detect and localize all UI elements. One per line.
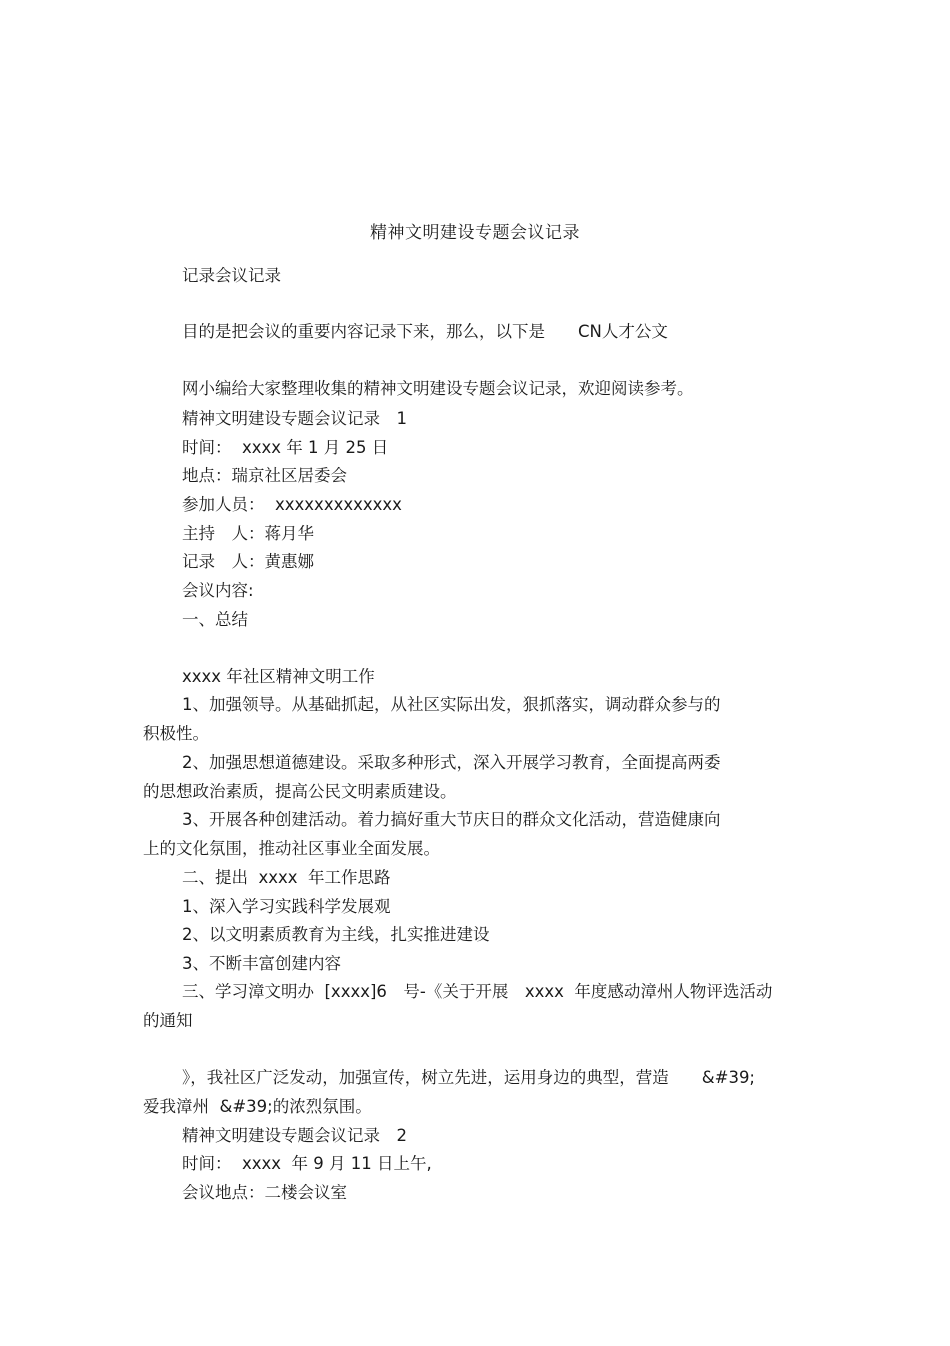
text-line: 的思想政治素质，提高公民文明素质建设。: [143, 782, 457, 801]
text-line: 时间： xxxx 年 1 月 25 日: [182, 438, 389, 457]
text-line: 记录会议记录: [182, 266, 281, 285]
text-line: xxxx 年社区精神文明工作: [182, 667, 375, 686]
text-line: 记录 人：黄惠娜: [182, 552, 314, 571]
text-line: 3、开展各种创建活动。着力搞好重大节庆日的群众文化活动，营造健康向: [182, 810, 721, 829]
text-line: 会议地点：二楼会议室: [182, 1183, 347, 1202]
text-line: 一、总结: [182, 610, 248, 629]
text-line: 3、不断丰富创建内容: [182, 954, 341, 973]
text-line: 精神文明建设专题会议记录 1: [182, 409, 407, 428]
text-line: 目的是把会议的重要内容记录下来，那么，以下是 CN人才公文: [182, 322, 668, 341]
text-line: 2、加强思想道德建设。采取多种形式，深入开展学习教育，全面提高两委: [182, 753, 721, 772]
text-line: 时间： xxxx 年 9 月 11 日上午,: [182, 1154, 432, 1173]
text-line: 的通知: [143, 1011, 193, 1030]
text-line: 主持 人：蒋月华: [182, 524, 314, 543]
text-line: 1、深入学习实践科学发展观: [182, 897, 391, 916]
text-line: 上的文化氛围，推动社区事业全面发展。: [143, 839, 440, 858]
text-line: 爱我漳州 &#39;的浓烈氛围。: [143, 1097, 372, 1116]
text-line: 精神文明建设专题会议记录 2: [182, 1126, 407, 1145]
text-line: 1、加强领导。从基础抓起，从社区实际出发，狠抓落实，调动群众参与的: [182, 695, 721, 714]
document-title: 精神文明建设专题会议记录: [370, 223, 580, 243]
text-line: 参加人员： xxxxxxxxxxxxx: [182, 495, 402, 514]
text-line: 网小编给大家整理收集的精神文明建设专题会议记录，欢迎阅读参考。: [182, 379, 694, 398]
text-line: 二、提出 xxxx 年工作思路: [182, 868, 391, 887]
text-line: 2、以文明素质教育为主线，扎实推进建设: [182, 925, 490, 944]
text-line: 会议内容:: [182, 581, 254, 600]
text-line: 地点：瑞京社区居委会: [182, 466, 347, 485]
text-line: 》，我社区广泛发动，加强宣传，树立先进，运用身边的典型，营造 &#39;: [182, 1068, 755, 1087]
text-line: 三、学习漳文明办 [xxxx]6 号-《关于开展 xxxx 年度感动漳州人物评选活动: [182, 982, 773, 1001]
text-line: 积极性。: [143, 724, 209, 743]
